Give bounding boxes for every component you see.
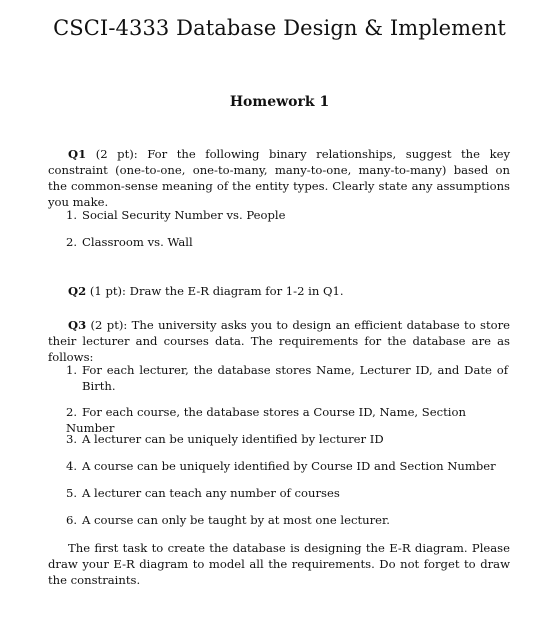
list-item-text: For each course, the database stores a Course ID, Name, Section Number	[66, 405, 466, 435]
question-3-item-5	[66, 485, 510, 501]
list-item-number: 2.	[66, 235, 78, 249]
list-item-text: Classroom vs. Wall	[82, 235, 193, 249]
page-subtitle: Homework 1	[229, 94, 330, 110]
question-1-item-2	[66, 234, 510, 250]
list-item-text: Social Security Number vs. People	[82, 208, 286, 222]
list-item-text: A course can only be taught by at most one lecturer.	[82, 513, 390, 527]
list-item-text: A course can be uniquely identified by Course ID and Section Number	[82, 459, 496, 473]
page-title: CSCI-4333 Database Design & Implement	[53, 16, 506, 40]
question-1-text: For the following binary relationships, suggest the key constraint (one-to-one, one-to-many, many-to-one, many-to-many) based on the common-sense meaning of the entity types. Clearly state any assumptions you make.	[48, 147, 511, 209]
question-3	[48, 317, 510, 365]
list-item-number: 2.	[66, 405, 78, 419]
list-item-number: 3.	[66, 432, 78, 446]
question-1	[48, 146, 510, 210]
question-2-label: Q2	[68, 284, 87, 298]
closing-text: The first task to create the database is designing the E-R diagram. Please draw your E-R diagram to model all the requirements. Do not forget to draw the constraints.	[48, 541, 510, 587]
question-3-points: (2 pt):	[90, 318, 128, 332]
list-item-text: A lecturer can teach any number of courses	[82, 486, 340, 500]
question-3-closing	[48, 540, 510, 588]
list-item-number: 1.	[66, 363, 78, 377]
question-1-points: (2 pt):	[95, 147, 138, 161]
question-1-label: Q1	[68, 147, 87, 161]
list-item-number: 1.	[66, 208, 78, 222]
question-3-text: The university asks you to design an efficient database to store their lecturer and courses data. The requirements for the database are as follows:	[48, 318, 511, 364]
question-3-label: Q3	[68, 318, 87, 332]
question-2-points: (1 pt):	[89, 284, 126, 298]
list-item-number: 4.	[66, 459, 78, 473]
list-item-number: 5.	[66, 486, 78, 500]
list-item-text: A lecturer can be uniquely identified by lecturer ID	[82, 432, 384, 446]
question-3-item-3	[66, 431, 510, 447]
list-item-number: 6.	[66, 513, 78, 527]
question-1-item-1	[66, 207, 510, 223]
list-item-text: For each lecturer, the database stores Name, Lecturer ID, and Date of Birth.	[82, 363, 508, 393]
question-3-item-6	[66, 512, 510, 528]
question-3-item-1	[66, 362, 510, 394]
question-2	[48, 283, 510, 299]
question-3-item-4	[66, 458, 510, 474]
question-2-text: Draw the E-R diagram for 1-2 in Q1.	[129, 284, 344, 298]
